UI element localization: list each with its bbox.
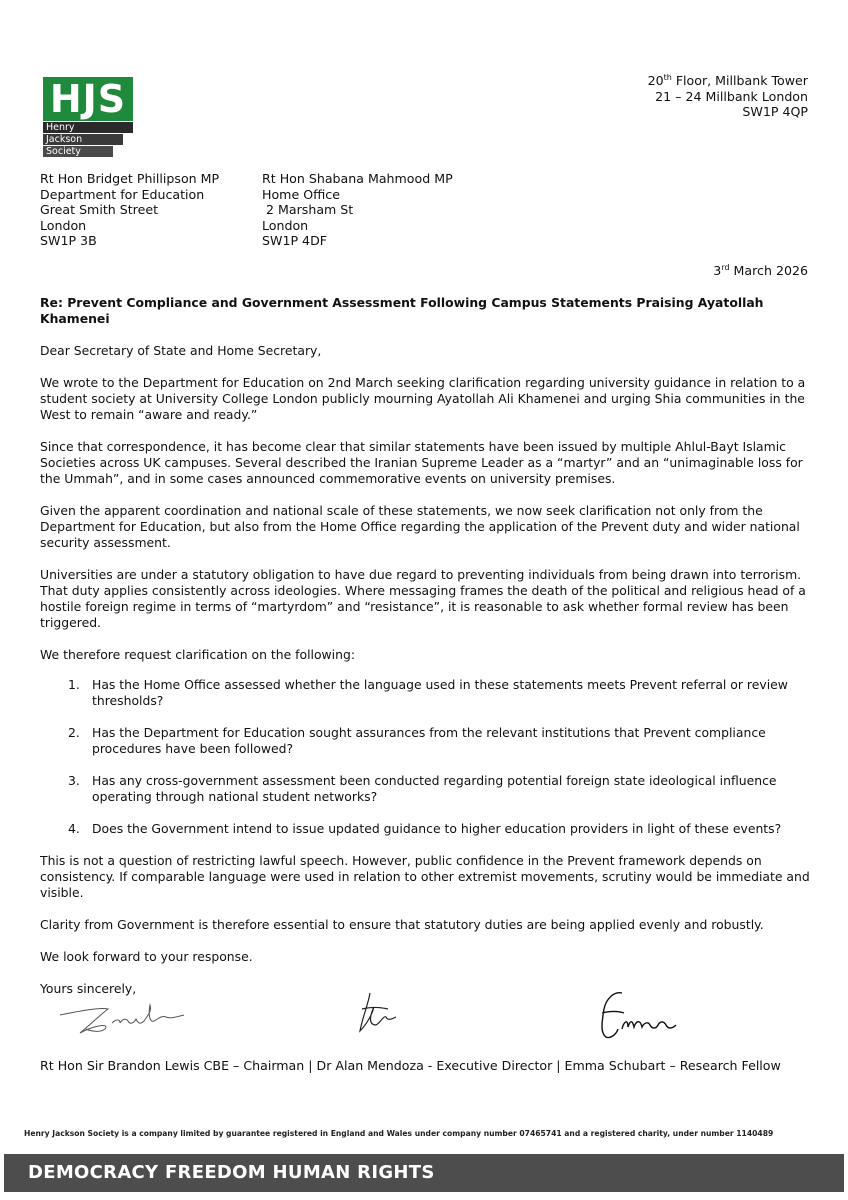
signature-emma: [592, 985, 692, 1045]
paragraph: We wrote to the Department for Education on 2nd March seeking clarification regarding university guidance in relation to a student society at University College London publicly mourning Ayatollah Ali Khamenei and urging Shia communities in the West to remain “aware and ready.”: [40, 375, 806, 422]
letter-date: 3rd March 2026: [713, 263, 808, 279]
signature-brandon: [50, 985, 200, 1045]
paragraph: Clarity from Government is therefore essential to ensure that statutory duties are being applied evenly and robustly.: [40, 917, 764, 932]
hjs-logo: [43, 77, 133, 159]
paragraph: Universities are under a statutory obligation to have due regard to preventing individuals from being drawn into terrorism. That duty applies consistently across ideologies. Where messaging frames the death of the political and religious head of a hostile foreign regime in terms of “martyrdom” and “resistance”, it is reasonable to ask whether formal review has been triggered.: [40, 567, 806, 630]
list-item: 1. Has the Home Office assessed whether the language used in these statements meets Prevent referral or review thresholds?: [68, 677, 788, 708]
questions-list: [40, 677, 810, 837]
list-item: 4. Does the Government intend to issue updated guidance to higher education providers in light of these events?: [68, 821, 782, 836]
salutation: Dear Secretary of State and Home Secretary,: [40, 343, 322, 358]
address-line-2: 21 – 24 Millbank London: [655, 88, 808, 104]
sender-address: [648, 70, 808, 120]
logo-line-society: Society: [43, 146, 113, 157]
paragraph: This is not a question of restricting lawful speech. However, public confidence in the Prevent framework depends on consistency. If comparable language were used in relation to other extremist movements, scrutiny would be immediate and visible.: [40, 853, 810, 900]
signature-alan: [340, 985, 420, 1045]
logo-line-henry: Henry: [43, 122, 133, 133]
sign-off: Yours sincerely,: [40, 981, 137, 996]
logo-initials: HJS: [43, 77, 133, 121]
paragraph: We therefore request clarification on the following:: [40, 647, 356, 662]
paragraph: Given the apparent coordination and national scale of these statements, we now seek clarification not only from the Department for Education, but also from the Home Office regarding the application of the Prevent duty and wider national security assessment.: [40, 503, 800, 550]
legal-notice: Henry Jackson Society is a company limited by guarantee registered in England and Wales under company number 07465741 and a registered charity, under number 1140489: [24, 1129, 774, 1138]
footer-banner: [4, 1154, 844, 1192]
subject-line: Re: Prevent Compliance and Government Assessment Following Campus Statements Praising Ayatollah Khamenei: [40, 295, 764, 326]
list-item: 2. Has the Department for Education sought assurances from the relevant institutions that Prevent compliance procedures have been followed?: [68, 725, 766, 756]
signatories: Rt Hon Sir Brandon Lewis CBE – Chairman | Dr Alan Mendoza - Executive Director | Emma Schubart – Research Fellow: [40, 1058, 781, 1073]
address-line-1: 20th Floor, Millbank Tower: [647, 73, 808, 89]
footer-slogan: DEMOCRACY FREEDOM HUMAN RIGHTS: [28, 1162, 435, 1183]
paragraph: We look forward to your response.: [40, 949, 253, 964]
recipient-mahmood: Rt Hon Shabana Mahmood MP Home Office 2 Marsham St London SW1P 4DF: [262, 171, 453, 248]
paragraph: Since that correspondence, it has become clear that similar statements have been issued by multiple Ahlul-Bayt Islamic Societies across UK campuses. Several described the Iranian Supreme Leader as a “martyr” and an “unimaginable loss for the Ummah”, and in some cases announced commemorative events on university premises.: [40, 439, 803, 486]
list-item: 3. Has any cross-government assessment been conducted regarding potential foreign state ideological influence operating through national student networks?: [68, 773, 777, 804]
recipient-phillipson: Rt Hon Bridget Phillipson MP Department for Education Great Smith Street London SW1P 3B: [40, 171, 220, 248]
logo-line-jackson: Jackson: [43, 134, 123, 145]
address-line-3: SW1P 4QP: [742, 104, 808, 120]
letter-body: [40, 295, 810, 1013]
